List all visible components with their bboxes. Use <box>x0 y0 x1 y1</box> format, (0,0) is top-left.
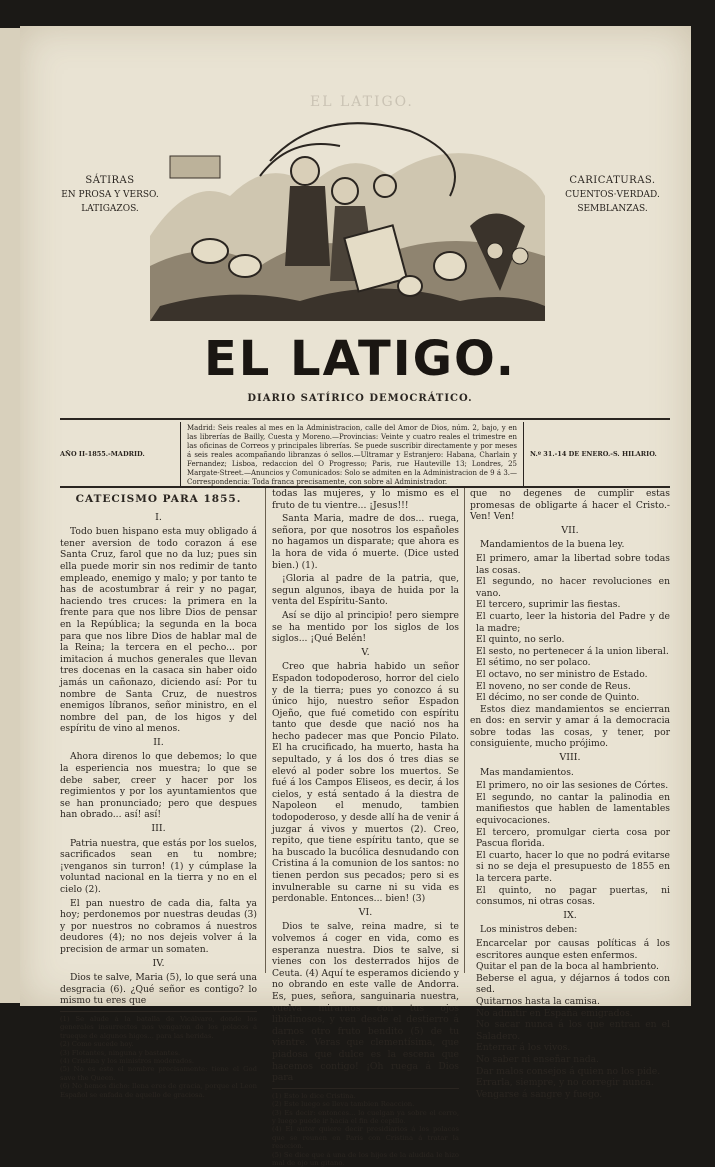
right-tagline <box>560 174 665 216</box>
footnote: (5) Se dice que á una de los hijos de la aludida le hizo mal de ojo un gitano. <box>272 1150 459 1167</box>
list-item: El quinto, no pagar puertas, ni consumos, ni otras cosas. <box>476 884 670 908</box>
bleed-through-title: EL LATIGO. <box>310 94 414 110</box>
list-item: El primero, no oir las sesiones de Córtes. <box>476 780 669 792</box>
paragraph: Creo que habria habido un señor Espadon todopoderoso, horror del cielo y de la tierra; pues yo conozco á su único hijo, nuestro señor Espadon Ojeño, que fué cometido con espíritu tanto que desde que nació nos ha hecho padecer mas que Poncio Pilato. El ha crucificado, ha muerto, hasta ha sepultado, y á los dos ó tres dias se elevó al poder sobre los muertos. Se fué á los Campos Eliseos, es decir, á los cielos, y está sentado á la diestra de Napoleon el menudo, tambien todopoderoso, y desde allí ha de venir á juzgar á vivos y muertos (2). Creo, repito, que tiene espíritu tanto, que se ha buscado la bucólica desnudando con Cristina á la comunion de los santos: no tienen perdon sus pecados; pero si es invulnerable su carne ni su vida es perdonable. Entonces... bien! (3) <box>272 661 459 905</box>
tagline-latigazos: LATIGAZOS. <box>81 204 139 214</box>
commandment-list <box>470 938 670 1100</box>
footnote: (4) El autor quiere decir presidiarios á los polacos que se reunen en Paris con Cristina á tratar la reaccion. <box>272 1125 459 1151</box>
list-item: No sacar nunca á los que entran en el Saladero. <box>476 1019 670 1042</box>
footnote: (2) Este luego se lleva tambien Reaccion. <box>272 1100 415 1109</box>
tagline-cuentos: CUENTOS·VERDAD. <box>565 190 660 200</box>
col3-body <box>470 488 670 1100</box>
commandment-list <box>470 553 670 704</box>
paragraph: Mas mandamientos. <box>480 766 574 778</box>
paragraph: Mandamientos de la buena ley. <box>480 539 625 551</box>
subscription-info: Madrid: Seis reales al mes en la Administracion, calle del Amor de Dios, núm. 2, bajo, y en las librerías de Bailly, Cuesta y Moreno.—Provincias: Veinte y cuatro reales el trimestre en las oficinas de Correos y principales librerías. Se puede suscribir directamente y por meses á seis reales acompañando libranzas ó sellos.—Ultramar y Estranjero: Habana, Charlain y Fernandez; Lisboa, redaccion del O Progresso; Paris, rue Hauteville 13; Londres, 25 Margate-Street.—Anuncios y Comunicados: Solo se admiten en la Administracion de 9 á 3.—Correspondencia: Toda franca precisamente, con sobre al Administrador. <box>180 422 524 486</box>
list-item: El noveno, no ser conde de Reus. <box>476 680 631 692</box>
paragraph: Dios te salve, Maria (5), lo que será una desgracia (6). ¿Qué señor es contigo? lo mismo tu eres que <box>60 972 257 1007</box>
col2-footnotes <box>272 1088 459 1167</box>
list-item: Quitarnos hasta la camisa. <box>476 995 600 1007</box>
footnote: (2) Como sucede hoy. <box>60 1040 134 1049</box>
section-number: III. <box>151 823 166 835</box>
list-item: El cuarto, leer la historia del Padre y de la madre; <box>476 610 670 634</box>
paragraph: Ahora direnos lo que debemos; lo que la esperiencia nos muestra; lo que se debe saber, creer y hacer por los regimientos y por los ayuntamientos que se han pronunciado; pero que despues han obrado... así! así! <box>60 751 257 821</box>
list-item: Vengarse á sangre y fuego. <box>476 1088 603 1100</box>
footnote: (6) No hemos dicho: llena eres de gracia, porque el Leon Español se enfada de aquello de graciosa. <box>60 1082 257 1099</box>
section-number: II. <box>153 736 164 748</box>
list-item: El primero, amar la libertad sobre todas las cosas. <box>476 552 670 576</box>
list-item: Enterrar á los vivos. <box>476 1042 571 1054</box>
column-rule <box>464 488 465 973</box>
paragraph: Los ministros deben: <box>480 924 578 936</box>
section-number: V. <box>361 646 370 658</box>
masthead-illustration <box>150 116 545 321</box>
col2-body <box>272 488 459 1084</box>
list-item: El segundo, no cantar la palinodia en manifiestos que hablen de lamentables equivocaciones. <box>476 791 670 827</box>
footnote: (3) Es decir: entonces... lo cuelgan ya sobre el cerro, y luego puede ir hacia el fin de cepillo. <box>272 1108 459 1125</box>
footnote: (4) Cristina y los ministros moderados. <box>60 1056 194 1065</box>
paragraph: ¡Gloria al padre de la patria, que, segun algunos, ibaya de huida por la venta del Espíritu-Santo. <box>272 573 459 608</box>
list-item: El tercero, suprimir las fiestas. <box>476 599 621 611</box>
list-item: El sétimo, no ser polaco. <box>476 657 591 669</box>
year-line: AÑO II-1855.-MADRID. <box>60 450 145 458</box>
tagline-caricaturas: CARICATURAS. <box>569 175 656 186</box>
list-item: Errarla, siempre, y no corregir nunca. <box>476 1077 654 1089</box>
tagline-semblanzas: SEMBLANZAS. <box>577 204 648 214</box>
newspaper-page <box>20 26 691 1167</box>
section-number: I. <box>155 511 162 523</box>
footnote: (1) Se alude á la batalla de Vicálvaro, donde los generales insurrectos nos vengaron de los polacos á trueque de algunos higos... para las heridas. <box>60 1014 257 1040</box>
section-number: VIII. <box>559 752 581 764</box>
col1-body <box>60 512 257 1007</box>
paragraph: Así se dijo al principio! pero siempre se ha mentido por los siglos de los siglos... ¡Qué Belén! <box>272 609 459 645</box>
continued-paragraph: todas las mujeres, y lo mismo es el fruto de tu vientre... ¡Jesus!!! <box>272 488 459 511</box>
tagline-prosa: EN PROSA Y VERSO. <box>61 190 159 200</box>
column-1 <box>60 488 257 1099</box>
list-item: No admitir en España emigrados. <box>476 1007 633 1019</box>
subscription-box <box>60 418 670 488</box>
issue-line: N.º 31.-14 DE ENERO.-S. HILARIO. <box>530 450 657 458</box>
paragraph: Dios te salve, reina madre, si te volvemos á coger en vida, como es esperanza nuestra. Dios te salve, si vienes con los desterrados hijos de Ceuta. (4) Aquí te esperamos diciendo y no obrando en este valle de Andorra. Es, pues, señora, sanguinaria nuestra, vuelva mirarnos con tus ojos libidinosos, y ven desde el destierro á darnos otro fruto bendito (5) de tu vientre. Veras que clementísima, que piadosa que dulce es la escena que hacemos contigo! ¡Oh ruega á Dios para <box>272 921 459 1084</box>
section-number: VI. <box>358 906 373 918</box>
article-heading: CATECISMO PARA 1855. <box>75 493 242 505</box>
list-item: Quitar el pan de la boca al hambriento. <box>476 961 659 973</box>
section-number: VII. <box>561 524 579 536</box>
footnote: (5) No es este el nombre precisamente: tiene el God save the Queen. <box>60 1065 257 1082</box>
list-item: Encarcelar por causas políticas á los escritores aunque esten enfermos. <box>476 937 670 961</box>
list-item: El tercero, promulgar cierta cosa por Pascua florida. <box>476 826 670 850</box>
list-item: El décimo, no ser conde de Quinto. <box>476 692 640 704</box>
column-rule <box>265 488 266 973</box>
facing-page-edge <box>0 28 21 1003</box>
paragraph: El pan nuestro de cada dia, falta ya hoy; perdonemos por nuestras deudas (3) y por nuestros no cobramos á nuestros deudores (4); no nos dejeis volver á la precision de armar un somaten. <box>60 897 257 955</box>
section-number: IV. <box>152 957 165 969</box>
newspaper-title: EL LATIGO. <box>203 331 517 387</box>
continued-paragraph: que no degenes de cumplir estas promesas de obligarte á hacer el Cristo.-Ven! Ven! <box>470 488 670 523</box>
col1-footnotes <box>60 1011 257 1099</box>
list-item: Dar malos consejos á quien no los pide. <box>476 1065 661 1077</box>
list-item: El sesto, no pertenecer á la union liberal. <box>476 645 669 657</box>
footnote: (3) Flotantes, ninguna y bastantes. <box>60 1048 181 1057</box>
tagline-satiras: SÁTIRAS <box>85 175 135 186</box>
newspaper-subtitle: DIARIO SATÍRICO DEMOCRÁTICO. <box>247 393 473 404</box>
footnote: (1) Esto lo dice Cristina. <box>272 1091 356 1100</box>
list-item: El octavo, no ser ministro de Estado. <box>476 668 648 680</box>
commandment-list <box>470 780 670 908</box>
list-item: Beberse el agua, y déjarnos á todos con sed. <box>476 972 670 996</box>
list-item: El cuarto, hacer lo que no podrá evitarse si no se deja el presupuesto de 1855 en la tercera parte. <box>476 849 670 884</box>
section-number: IX. <box>563 909 577 921</box>
column-3 <box>470 488 670 1100</box>
left-tagline <box>55 174 165 216</box>
list-item: El segundo, no hacer revoluciones en vano. <box>476 576 670 599</box>
paragraph: Santa Maria, madre de dos... ruega, señora, por que nosotros los españoles no hagamos un disparate; que ahora es la hora de vida ó muerte. (Dice usted bien.) (1). <box>272 513 459 571</box>
paragraph: Estos diez mandamientos se encierran en dos: en servir y amar á la democracia sobre todas las cosas, y tener, por consiguiente, mucho prójimo. <box>470 703 670 750</box>
list-item: El quinto, no serlo. <box>476 634 565 646</box>
paragraph: Todo buen hispano esta muy obligado á tener aversion de todo corazon á ese Santa Cruz, farol que no da luz; pues sin ella puede morir sin nos redimir de tanto empleado, enemigo y malo; y por tanto te has de acostumbrar á reir y no pagar, haciendo tres cruces: la primera en la frente para que nos libre Dios de pensar en la República; la segunda en la boca para que nos libre Dios de hablar mal de la Reina; la tercera en el pecho... por imitacion á muchos generales que llevan tres docenas en la casaca sin haber oido jamás un cañonazo, diciendo así: Por tu nombre de Santa Cruz, de nuestros enemigos líbranos, señor ministro, en el nombre del pan, de los higos y del espíritu de vino al menos. <box>60 526 257 735</box>
list-item: No saber ni enseñar nada. <box>476 1053 599 1065</box>
column-2 <box>272 488 459 1167</box>
paragraph: Patria nuestra, que estás por los suelos, sacrificados sean en tu nombre; ¡venganos sin turron! (1) y cúmplase la voluntad nacional en la tierra y no en el cielo (2). <box>60 837 257 895</box>
